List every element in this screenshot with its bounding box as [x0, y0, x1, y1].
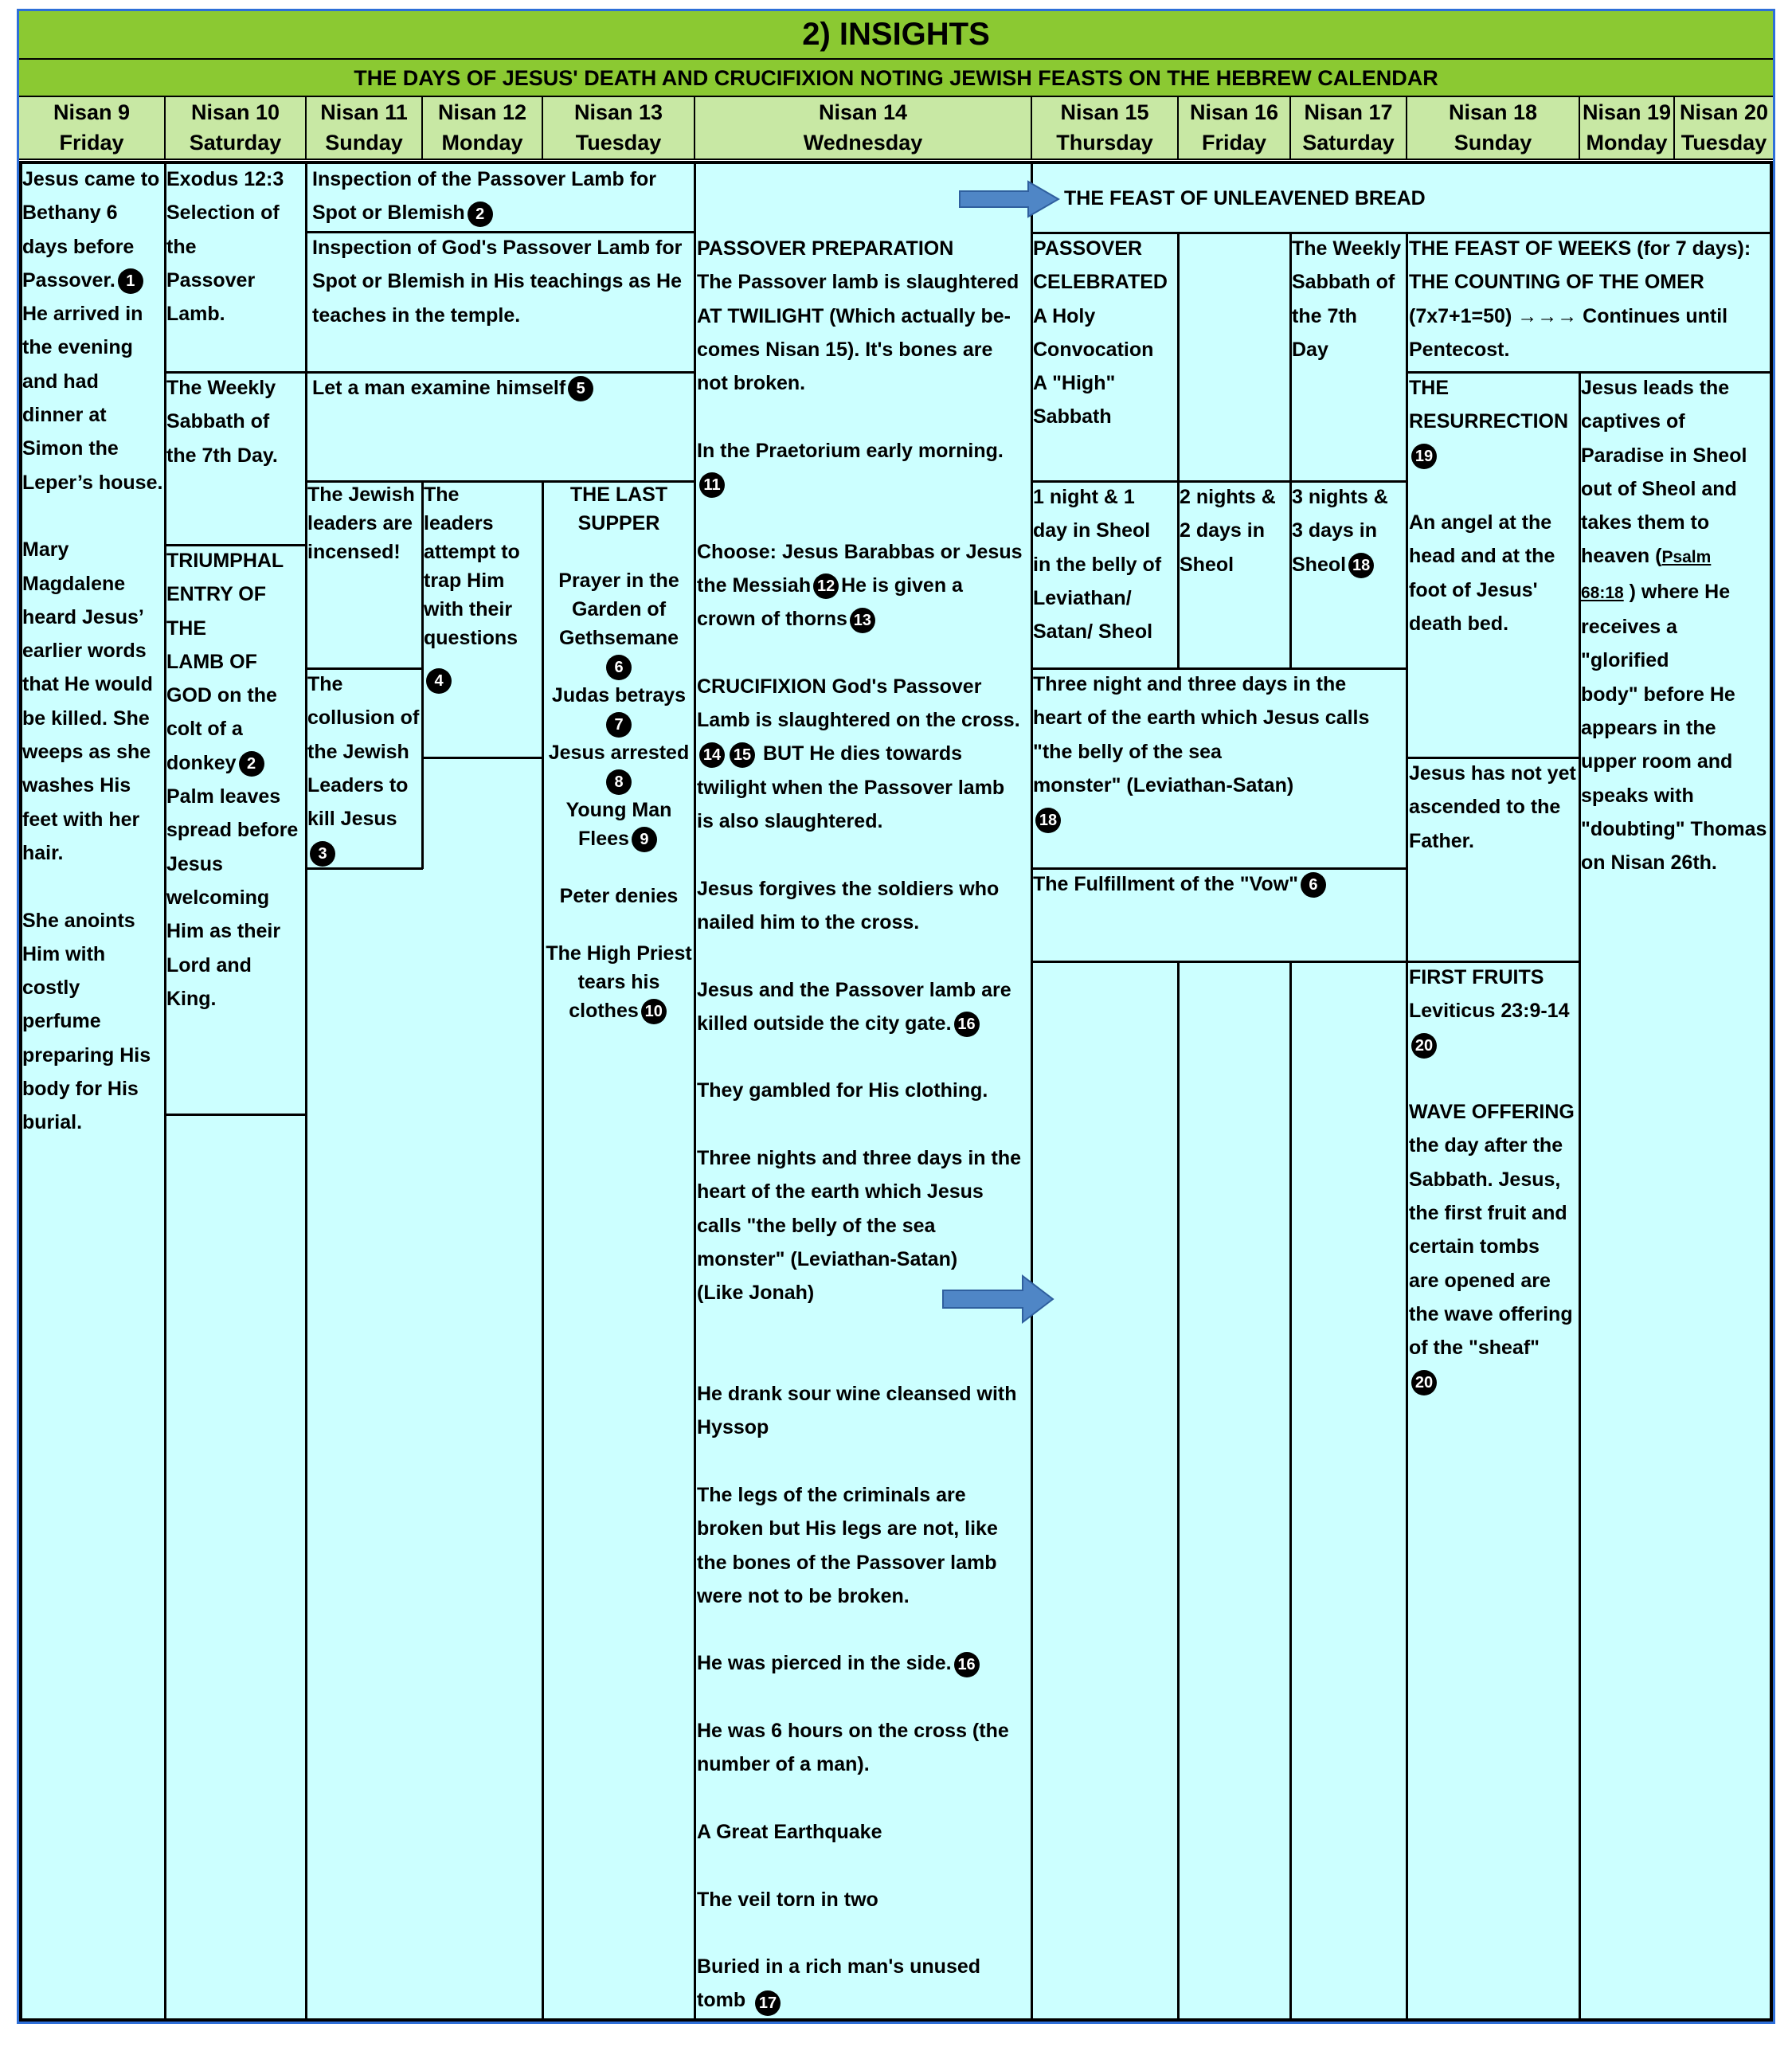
page-subtitle: THE DAYS OF JESUS' DEATH AND CRUCIFIXION NOTING JEWISH FEASTS ON THE HEBREW CALENDAR: [19, 60, 1773, 97]
divider: [1032, 961, 1407, 963]
nisan9-text: Jesus came to Bethany 6 days before Passover. 1 He arrived in the evening and had dinner at Simon the Leper’s house. Mary Magdalene heard Jesus’ earlier words that He would be killed. She weeps as she washes His feet with her hair. She anoints Him with costly perfume preparing His body for His burial.: [22, 168, 163, 1134]
leaders-trap: The leaders attempt to trap Him with their questions 4: [424, 480, 542, 694]
divider: [694, 162, 696, 2020]
marker-18: 18: [1348, 553, 1374, 578]
inspection-teachings: Inspection of God's Passover Lamb for Spot or Blemish in His teachings as He teaches in the temple.: [312, 237, 683, 327]
divider: [423, 757, 543, 759]
header-nisan-13: Nisan 13 Tuesday: [543, 97, 695, 160]
leaders-incensed: The Jewish leaders are incensed!: [307, 483, 415, 563]
marker-9: 9: [632, 827, 657, 852]
marker-16: 16: [954, 1012, 980, 1037]
marker-17: 17: [755, 1990, 781, 2016]
feast-unleavened-bread: THE FEAST OF UNLEAVENED BREAD: [1064, 187, 1426, 209]
weekly-sabbath-17: The Weekly Sabbath of the 7th Day: [1292, 237, 1402, 361]
header-nisan-9: Nisan 9 Friday: [19, 97, 166, 160]
header-nisan-20: Nisan 20 Tuesday: [1675, 97, 1773, 160]
nisan10-triumph: TRIUMPHAL ENTRY OF THE LAMB OF GOD on the colt of a donkey 2 Palm leaves spread before Jesus welcoming Him as their Lord and King.: [166, 550, 299, 1010]
header-nisan-10: Nisan 10 Saturday: [166, 97, 307, 160]
marker-3: 3: [310, 841, 335, 867]
header-nisan-18: Nisan 18 Sunday: [1407, 97, 1580, 160]
divider: [1406, 233, 1408, 962]
leaders-collusion: The collusion of the Jewish Leaders to kill Jesus3: [307, 667, 422, 870]
resurrection: THE RESURRECTION 19 An angel at the head and at the foot of Jesus' death bed.: [1409, 377, 1569, 636]
feast-of-weeks: THE FEAST OF WEEKS (for 7 days): THE COUNTING OF THE OMER (7x7+1=50) →→→ Continues until Pentecost.: [1409, 237, 1751, 361]
marker-8: 8: [606, 769, 632, 795]
marker-2: 2: [239, 751, 264, 777]
not-yet-ascended: Jesus has not yet ascended to the Father.: [1409, 762, 1576, 852]
arrow-right-icon: [958, 180, 1062, 218]
belly-of-sea-monster: Three night and three days in the heart of the earth which Jesus calls "the belly of the sea monster" (Leviathan-Satan) 18: [1033, 667, 1406, 836]
three-nights-sheol: 3 nights & 3 days in Sheol 18: [1292, 480, 1406, 581]
marker-19: 19: [1411, 444, 1437, 469]
nisan14-events: PASSOVER PREPARATION The Passover lamb is slaughtered AT TWILIGHT (Which actually be- comes Nisan 15). It's bones are not broken. In the Praetorium early morning. 11 Choose: Jesus Barabbas or Jesus the Messiah 12 He is given a crown of thorns 13 CRUCIFIXION God's Passover Lamb is slaughtered on the cross. 14 15 BUT He dies towards twilight when the Passover lamb is also slaughtered. Jesus forgives the soldiers who nailed him to the cross. Jesus and the Passover lamb are killed outside the city gate. 16 They gambled for His clothing. Three nights and three days in the heart of the earth which Jesus calls "the belly of the sea monster" (Leviathan-Satan) (Like Jonah) He drank sour wine cleansed with Hyssop The legs of the criminals are broken but His legs are not, like the bones of the Passover lamb were not to be broken. He was pierced in the side. 16 He was 6 hours on the cross (the number of a man). A Great Earthquake The veil torn in two Buried in a rich man's unused tomb 17: [697, 232, 1031, 2051]
marker-13: 13: [850, 608, 875, 633]
two-nights-sheol: 2 nights & 2 days in Sheol: [1180, 486, 1276, 576]
marker-2: 2: [468, 202, 493, 227]
marker-20: 20: [1411, 1370, 1437, 1395]
marker-1: 1: [118, 268, 143, 294]
marker-5: 5: [568, 376, 593, 401]
divider: [1289, 962, 1292, 2020]
header-nisan-11: Nisan 11 Sunday: [307, 97, 423, 160]
marker-12: 12: [813, 573, 839, 599]
marker-14: 14: [699, 742, 725, 768]
marker-18: 18: [1035, 808, 1061, 833]
divider: [1406, 962, 1408, 2020]
marker-11: 11: [699, 472, 725, 498]
divider: [166, 1114, 306, 1116]
marker-6: 6: [606, 655, 632, 680]
marker-4: 4: [426, 668, 452, 694]
divider: [1177, 962, 1180, 2020]
marker-6: 6: [1301, 872, 1326, 898]
header-nisan-14: Nisan 14 Wednesday: [695, 97, 1032, 160]
marker-20: 20: [1411, 1033, 1437, 1059]
inspection-lamb: Inspection of the Passover Lamb for Spot or Blemish 2: [312, 162, 694, 230]
marker-7: 7: [606, 712, 632, 738]
header-nisan-12: Nisan 12 Monday: [423, 97, 543, 160]
passover-celebrated: PASSOVER CELEBRATED A Holy Convocation A "High" Sabbath: [1033, 237, 1168, 429]
page-title: 2) INSIGHTS: [19, 11, 1773, 60]
examine-himself: Let a man examine himself 5: [312, 371, 694, 405]
marker-16: 16: [954, 1652, 980, 1677]
first-fruits: FIRST FRUITS Leviticus 23:9-14 20 WAVE OFFERING the day after the Sabbath. Jesus, the first fruit and certain tombs are opened are the wave offering of the "sheaf" 20: [1409, 961, 1579, 1399]
header-nisan-16: Nisan 16 Friday: [1179, 97, 1291, 160]
psalm-reference: Psalm 68:18: [1581, 548, 1712, 602]
marker-10: 10: [641, 999, 667, 1024]
nisan10-sabbath: The Weekly Sabbath of the 7th Day.: [166, 377, 278, 467]
header-nisan-17: Nisan 17 Saturday: [1291, 97, 1407, 160]
divider: [1177, 233, 1180, 670]
header-nisan-15: Nisan 15 Thursday: [1032, 97, 1179, 160]
fulfillment-vow: The Fulfillment of the "Vow" 6: [1033, 867, 1406, 901]
header-nisan-19: Nisan 19 Monday: [1580, 97, 1675, 160]
one-night-sheol: 1 night & 1 day in Sheol in the belly of Leviathan/ Satan/ Sheol: [1033, 486, 1162, 644]
captives-of-paradise: Jesus leads the captives of Paradise in Sheol out of Sheol and takes them to heaven (Psalm 68:18 ) where He receives a "glorified body" before He appears in the upper room and speaks with "doubting" Thomas on Nisan 26th.: [1581, 377, 1767, 875]
last-supper-column: THE LAST SUPPER Prayer in the Garden of Gethsemane 6 Judas betrays 7 Jesus arrested 8 Young Man Flees 9 Peter denies The High Priest tears his clothes 10: [544, 480, 694, 1025]
nisan10-exodus: Exodus 12:3 Selection of the Passover Lamb.: [166, 168, 284, 326]
marker-15: 15: [730, 742, 755, 768]
